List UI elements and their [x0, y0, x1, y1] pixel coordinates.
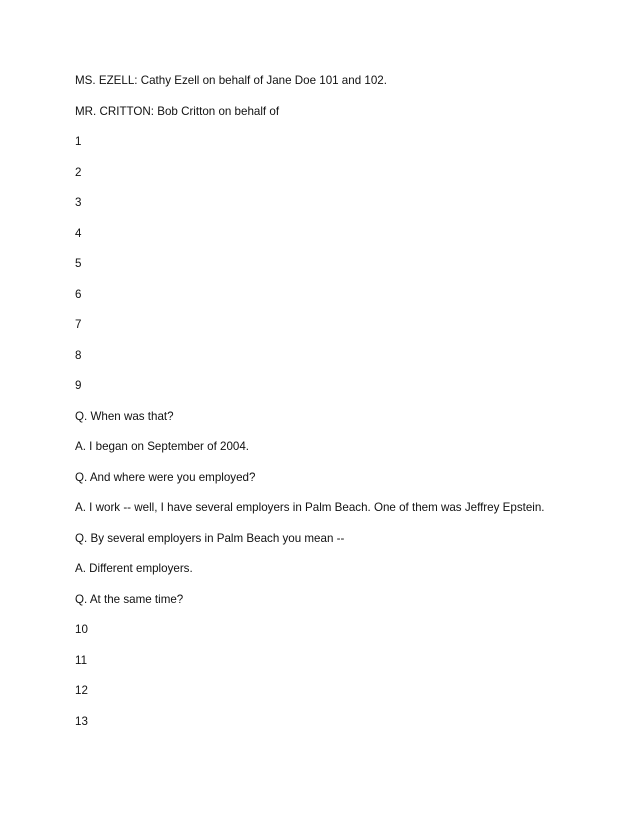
transcript-question: Q. When was that? — [75, 409, 174, 423]
transcript-line-critton-appearance: MR. CRITTON: Bob Critton on behalf of — [75, 104, 280, 118]
transcript-answer: A. I began on September of 2004. — [75, 440, 250, 453]
line-number: 6 — [75, 287, 82, 301]
line-number: 5 — [75, 257, 82, 270]
transcript-question: Q. And where were you employed? — [75, 470, 256, 484]
line-number: 10 — [75, 623, 88, 636]
line-number: 3 — [75, 196, 82, 209]
transcript-answer: A. I work -- well, I have several employers in Palm Beach. One of them was Jeffrey Epstein. — [75, 501, 545, 514]
line-number: 4 — [75, 226, 82, 240]
transcript-answer: A. Different employers. — [75, 562, 193, 575]
transcript-question: Q. By several employers in Palm Beach you mean -- — [75, 531, 345, 545]
transcript-question: Q. At the same time? — [75, 592, 184, 606]
transcript-line-ezell-appearance: MS. EZELL: Cathy Ezell on behalf of Jane Doe 101 and 102. — [75, 74, 387, 87]
transcript-lines — [75, 72, 545, 743]
line-number: 12 — [75, 684, 88, 697]
line-number: 7 — [75, 318, 82, 331]
line-number: 13 — [75, 714, 88, 728]
line-number: 11 — [75, 653, 88, 667]
line-number: 2 — [75, 165, 82, 179]
line-number: 1 — [75, 135, 82, 148]
line-number: 9 — [75, 379, 82, 392]
line-number: 8 — [75, 348, 82, 362]
